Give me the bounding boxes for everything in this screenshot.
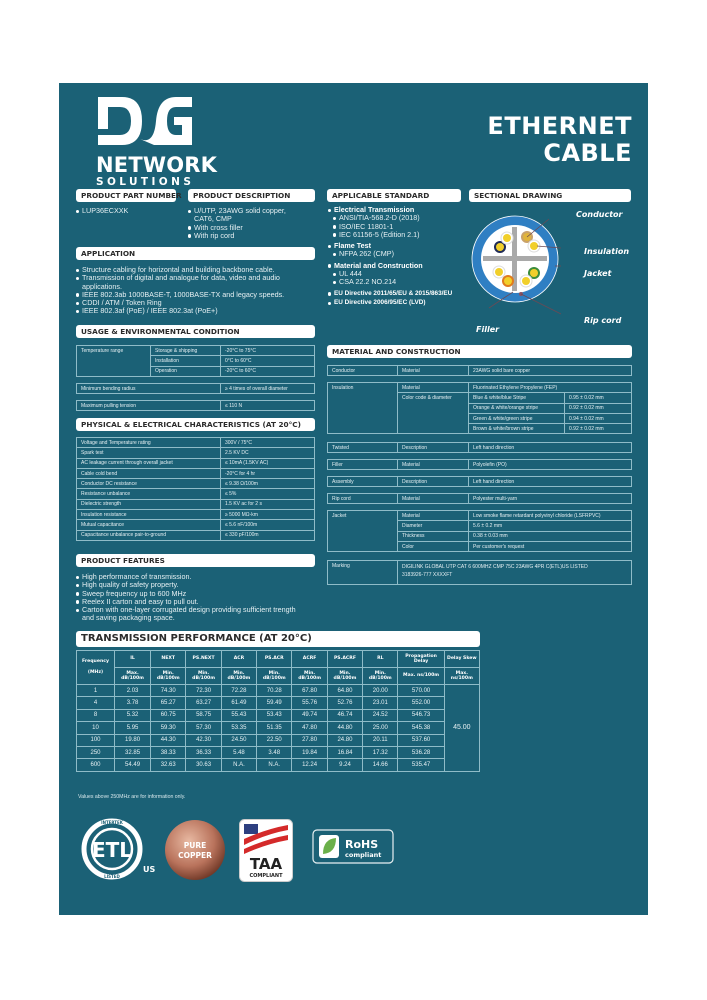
table-row: 1 2.03 74.30 72.30 72.28 70.28 67.80 64.80 20.00 570.00 45.00 [77,685,480,697]
svg-text:RoHS: RoHS [345,838,379,851]
standards-header: APPLICABLE STANDARD [327,189,461,202]
transmission-note: Values above 250MHz are for information only. [78,794,186,800]
svg-text:TAA: TAA [249,855,283,873]
description-list: U/UTP, 23AWG solid copper, CAT6, CMP With cross filler With rip cord [187,207,299,240]
svg-text:LISTED: LISTED [104,874,120,879]
part-number-list [75,207,180,215]
table-row: 10 5.95 59.30 57.30 53.35 51.35 47.80 44.80 25.00 545.38 [77,722,480,734]
features-header: PRODUCT FEATURES [76,554,315,567]
brand-name: NETWORK [96,153,218,177]
svg-text:US: US [143,865,156,874]
svg-text:COPPER: COPPER [178,851,212,860]
table-row: 4 3.78 65.27 63.27 61.49 59.49 55.76 52.76 23.01 552.00 [77,697,480,709]
physical-header: PHYSICAL & ELECTRICAL CHARACTERISTICS (AT 20°C) [76,418,315,431]
pulling-table: Maximum pulling tension ≤ 110 N [76,400,315,411]
table-row: 8 5.32 60.75 58.75 55.43 53.43 49.74 46.74 24.52 546.73 [77,709,480,721]
jacket-table: Jacket Material Low smoke flame retardant polyvinyl chloride (LSFRPVC) Diameter 5.6 ± 0.2 mm Thickness 0.38 ± 0.03 mm Color Per customer's request [327,510,632,552]
svg-text:ETL: ETL [91,838,133,862]
label-jacket: Jacket [584,269,612,278]
bending-table: Minimum bending radius ≥ 4 times of overall diameter [76,383,315,394]
table-row: 600 54.49 32.63 30.63 N.A. N.A. 12.24 9.24 14.66 535.47 [77,759,480,771]
table-row: 250 32.85 38.33 36.33 5.48 3.48 19.84 16.84 17.32 536.28 [77,746,480,758]
etl-listed-icon [81,816,161,882]
certification-badges [76,815,396,885]
label-conductor: Conductor [576,210,623,219]
drawing-header: SECTIONAL DRAWING [469,189,631,202]
standards-list: Electrical Transmission ANSI/TIA-568.2-D (2018) ISO/IEC 11801-1 IEC 61156-5 (Edition 2.1) Flame Test NFPA 262 (CMP) Material and Construction UL 444 CSA 22.2 NO.214 EU Directive 2011/65/EU & 2015/863/EU EU Directive 2006/95/EC (LVD) [327,203,477,307]
dg-logo-mark-icon [96,95,194,147]
brand-logo [96,95,218,188]
ripcord-table: Rip cord Material Polyester multi-yarn [327,493,632,504]
transmission-table: Frequency (MHz) IL NEXT PS.NEXT ACR PS.ACR ACRF PS.ACRF RL Propagation Delay Delay Skew Max. dB/100m Min. dB/100m Min. dB/100m Min. dB/100m Min. dB/100m Min. dB/100m Min. dB/100m Min. dB/100m Max. ns/100m Max. ns/100m 1 2.03 74.30 72.30 72.28 70.28 67.80 64.80 20.00 570.00 45.00 4 3.78 65.27 63.27 61.49 59.49 55.76 52.76 23.01 552.00 8 5.32 60.75 58.75 55.43 53.43 49.74 46.74 24.52 546.73 10 5.95 59.30 57.30 53.35 51.35 47.80 44.80 25.00 545.38 100 19.80 44.30 42.30 24.50 22.50 27.80 24.80 20.11 537.60 250 32.85 38.33 36.33 5.48 3.48 19.84 16.84 17.32 536.28 600 54.49 32.63 30.63 N.A. N.A. 12.24 9.24 14.66 535.47 [76,650,480,772]
cable-cross-section-drawing [471,211,561,326]
description-header: PRODUCT DESCRIPTION [188,189,315,202]
page-title: ETHERNET CABLE [487,112,632,167]
pure-copper-icon [163,818,227,882]
usage-header: USAGE & ENVIRONMENTAL CONDITION [76,325,315,338]
svg-text:PURE: PURE [183,841,207,850]
application-list: Structure cabling for horizontal and building backbone cable. Transmission of digital and analogue for data, video and audio applications. IEEE 802.3ab 1000BASE-T, 1000BASE-TX and legacy speeds. CDDI / ATM / Token Ring IEEE 802.3af (PoE) / IEEE 802.3at (PoE+) [75,266,307,316]
label-filler: Filler [476,325,500,334]
delay-skew-value: 45.00 [444,685,479,772]
svg-text:COMPLIANT: COMPLIANT [249,873,283,879]
datasheet-panel [59,83,648,915]
svg-text:INTERTEK: INTERTEK [101,820,123,825]
svg-text:compliant: compliant [345,851,382,859]
insulation-table: Insulation Material Fluorinated Ethylene Propylene (FEP) Color code & diameter Blue & white/blue Stripe 0.95 ± 0.02 mm Orange & white/orange stripe 0.92 ± 0.02 mm Green & white/green stripe 0.94 ± 0.02 mm Brown & white/brown stripe 0.92 ± 0.02 mm [327,382,632,434]
twisted-table: Twisted Description Left hand direction [327,442,632,453]
material-header: MATERIAL AND CONSTRUCTION [327,345,632,358]
application-header: APPLICATION [76,247,315,260]
filler-table: Filler Material Polyolefin (PO) [327,459,632,470]
taa-compliant-icon [239,819,293,882]
assembly-table: Assembly Description Left hand direction [327,476,632,487]
table-row: 100 19.80 44.30 42.30 24.50 22.50 27.80 24.80 20.11 537.60 [77,734,480,746]
label-rip-cord: Rip cord [584,316,622,325]
rohs-compliant-icon [312,829,396,864]
label-insulation: Insulation [584,247,630,256]
transmission-header: TRANSMISSION PERFORMANCE (AT 20°C) [76,631,480,647]
marking-table: Marking DIGILINK GLOBAL UTP CAT 6 600MHZ CMP 75C 23AWG 4PR C(ETL)US LISTED 3183926-777 XXXXFT [327,560,632,585]
physical-table: Voltage and Temperature rating 300V / 75°C Spark test 2.5 KV DC AC leakage current through overall jacket ≤ 10mA (1.5KV AC) Cable cold bend -20°C for 4 hr Conductor DC resistance ≤ 9.38 Ω/100m Resistance unbalance ≤ 5% Dielectric strength 1.5 KV ac for 2 s Insulation resistance ≥ 5000 MΩ-km Mutual capacitance ≤ 5.6 nF/100m Capacitance unbalance pair-to-ground ≤ 330 pF/100m [76,437,315,541]
part-number: LUP36ECXXK [75,207,180,215]
features-list: High performance of transmission. High quality of safety property. Sweep frequency up to 600 MHz Reelex II carton and easy to pull out. Carton with one-layer corrugated design providing sufficient trength and saving packaging space. [75,573,307,623]
freq-header: Frequency (MHz) [77,651,115,685]
conductor-table: Conductor Material 23AWG solid bare copper [327,365,632,376]
part-number-header: PRODUCT PART NUMBER [76,189,176,202]
temperature-table: Temperature range Storage & shipping -20°C to 75°C Installation 0°C to 60°C Operation -20°C to 60°C [76,345,315,377]
brand-subtitle: SOLUTIONS [96,176,195,188]
